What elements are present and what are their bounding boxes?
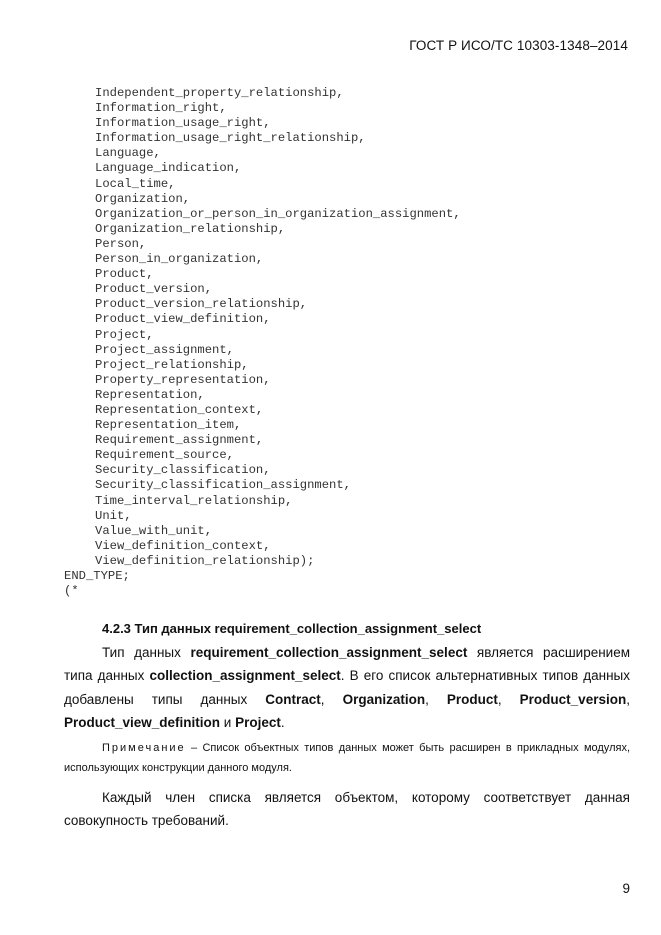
type-name: Product_view_definition [64, 715, 221, 731]
code-line: Product, [95, 267, 154, 282]
code-line: Language, [95, 146, 161, 161]
code-line: Value_with_unit, [95, 523, 213, 538]
code-line: View_definition_relationship); [95, 553, 315, 568]
closing-paragraph: Каждый член списка является объектом, которому соответствует данная совокупность требований. [64, 790, 630, 829]
code-line: Person_in_organization, [95, 252, 264, 267]
code-line: Organization_or_person_in_organization_assignment, [95, 206, 461, 221]
express-code-listing [64, 86, 461, 599]
code-line: Unit, [95, 508, 132, 523]
code-line: Representation_item, [95, 418, 242, 433]
type-name: Project [235, 715, 281, 731]
type-name: collection_assignment_select [149, 668, 341, 684]
code-line: Project_relationship, [95, 357, 249, 372]
code-line: Information_usage_right, [95, 116, 271, 131]
code-line: Information_right, [95, 101, 227, 116]
code-line: Product_version, [95, 282, 213, 297]
code-line: Product_version_relationship, [95, 297, 308, 312]
note-text: – Список объектных типов данных может быть расширен в прикладных модулях, использующих конструкции данного модуля. [64, 742, 630, 774]
code-line: Security_classification_assignment, [95, 478, 351, 493]
code-line: Product_view_definition, [95, 312, 271, 327]
code-line: Person, [95, 236, 147, 251]
note [64, 738, 630, 778]
code-line: Representation, [95, 387, 205, 402]
type-name: Product_version [519, 691, 627, 707]
code-line: Requirement_source, [95, 448, 234, 463]
section-heading: 4.2.3 Тип данных requirement_collection_assignment_select [102, 621, 482, 636]
section-paragraph: Тип данных requirement_collection_assignment_select является расширением типа данных collection_assignment_select. В его список альтернативных типов данных добавлены типы данных Contract, Organization, Product, Product_version, Product_view_definition и Project. [64, 645, 630, 731]
code-line: Project_assignment, [95, 342, 234, 357]
end-type-line: END_TYPE; [64, 569, 130, 583]
page-number: 9 [622, 881, 630, 896]
code-line: Security_classification, [95, 463, 271, 478]
code-line: Time_interval_relationship, [95, 493, 293, 508]
document-header: ГОСТ Р ИСО/ТС 10303-1348–2014 [409, 38, 628, 53]
code-line: Organization, [95, 191, 191, 206]
code-line: Local_time, [95, 176, 176, 191]
code-line: View_definition_context, [95, 538, 271, 553]
code-line: Language_indication, [95, 161, 242, 176]
code-line: Project, [95, 327, 154, 342]
type-name: requirement_collection_assignment_select [190, 645, 468, 660]
comment-open-line: (* [64, 584, 79, 599]
code-line: Independent_property_relationship, [95, 86, 344, 100]
note-label: Примечание [102, 742, 186, 754]
code-line: Representation_context, [95, 402, 264, 417]
select-type-list [64, 86, 461, 569]
code-line: Organization_relationship, [95, 221, 286, 236]
code-line: Information_usage_right_relationship, [95, 131, 366, 146]
code-line: Requirement_assignment, [95, 433, 264, 448]
type-name: Organization [342, 691, 426, 707]
type-name: Contract [265, 691, 321, 707]
code-line: Property_representation, [95, 372, 271, 387]
type-name: Product [446, 691, 498, 707]
